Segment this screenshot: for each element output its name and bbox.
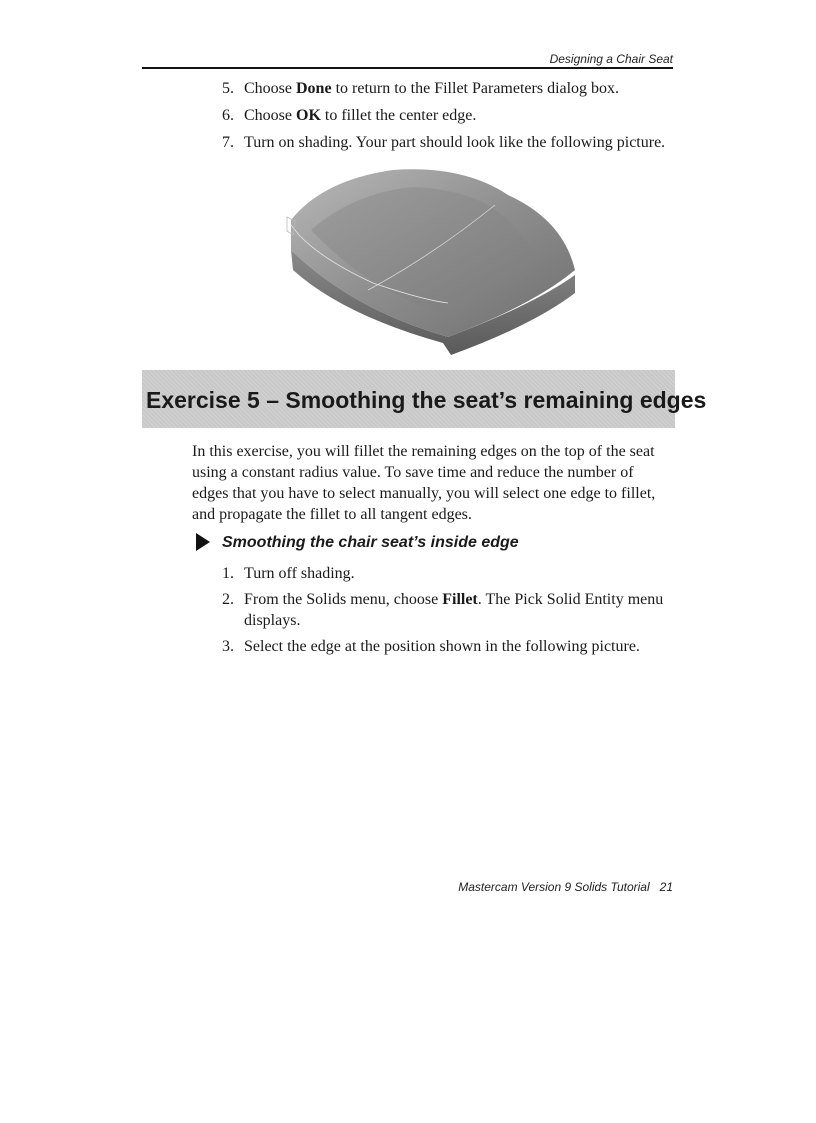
step-text	[244, 589, 684, 631]
step-text-post: to return to the Fillet Parameters dialog box.	[331, 80, 620, 97]
intro-line: and propagate the fillet to all tangent edges.	[192, 506, 472, 523]
step-text-post: . The Pick Solid Entity menu	[477, 591, 664, 608]
procedure-title: Smoothing the chair seat’s inside edge	[222, 534, 519, 551]
step-text-pre: Turn off shading.	[244, 565, 355, 582]
intro-line: In this exercise, you will fillet the remaining edges on the top of the seat	[192, 443, 655, 460]
step-text	[244, 563, 684, 584]
intro-paragraph	[192, 441, 672, 525]
step-text	[244, 105, 684, 126]
header-title: Designing a Chair Seat	[549, 52, 673, 66]
step-text	[244, 132, 684, 153]
step-text-continuation: displays.	[244, 612, 301, 629]
step-number: 1.	[222, 565, 234, 582]
header-rule	[142, 67, 673, 69]
footer-title: Mastercam Version 9 Solids Tutorial	[458, 880, 650, 894]
procedure-arrow-icon	[196, 533, 210, 551]
intro-line: using a constant radius value. To save time and reduce the number of	[192, 464, 634, 481]
step-text-pre: Select the edge at the position shown in the following picture.	[244, 638, 640, 655]
step-number: 5.	[222, 80, 234, 97]
intro-line: edges that you have to select manually, you will select one edge to fillet,	[192, 485, 656, 502]
step-text-bold: Done	[296, 80, 332, 97]
page-footer	[458, 880, 673, 894]
step-text-bold: Fillet	[442, 591, 478, 608]
step-text-post: to fillet the center edge.	[320, 107, 477, 124]
step-text-bold: OK	[296, 107, 321, 124]
step-number: 6.	[222, 107, 234, 124]
step-text-pre: From the Solids menu, choose	[244, 591, 443, 608]
step-text-pre: Turn on shading. Your part should look like the following picture.	[244, 134, 666, 151]
step-text-pre: Choose	[244, 80, 296, 97]
chair-seat-image	[283, 165, 593, 360]
step-text-pre: Choose	[244, 107, 296, 124]
step-number: 7.	[222, 134, 234, 151]
exercise-title: Exercise 5 – Smoothing the seat’s remaining edges	[146, 387, 707, 413]
step-text	[244, 636, 684, 657]
step-text	[244, 78, 684, 99]
step-number: 3.	[222, 638, 234, 655]
step-number: 2.	[222, 591, 234, 608]
page-number: 21	[659, 880, 673, 894]
